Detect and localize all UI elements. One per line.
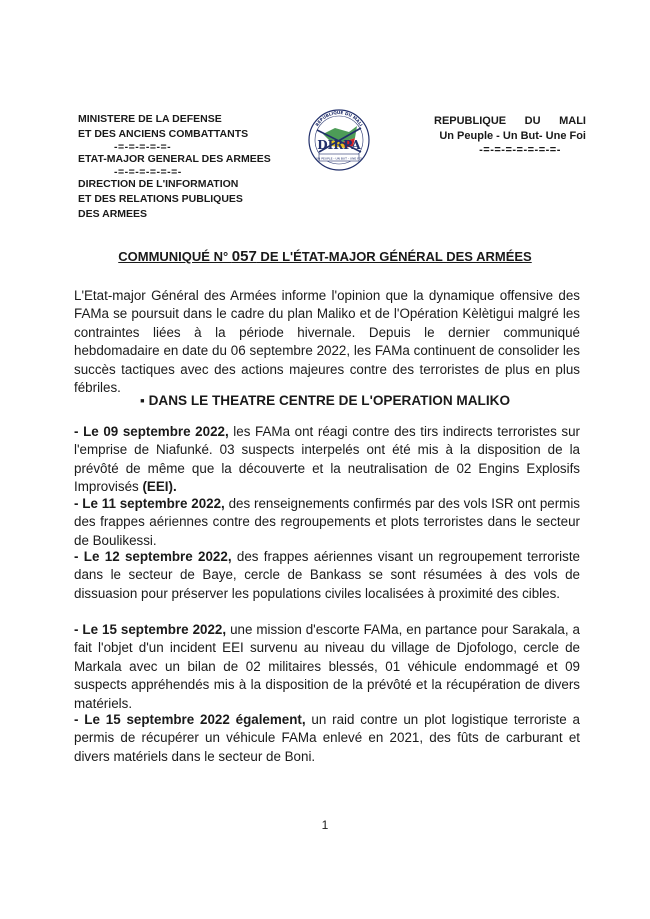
event-paragraph (74, 711, 580, 766)
dirpa-logo (305, 108, 373, 174)
logo-band-text: UN PEUPLE - UN BUT - UNE FOI (315, 156, 363, 161)
event-text: des frappes aériennes visant un regroupement terroriste dans le secteur de Baye, cercle de Bankass se sont résumées à des vols de dissuasion pour préserver les populations civiles localisées à proximité des cibles. (74, 549, 580, 601)
event-paragraph (74, 621, 580, 713)
event-date: - Le 09 septembre 2022, (74, 424, 229, 439)
event-paragraph (74, 548, 580, 603)
event-paragraph (74, 495, 580, 550)
ministry-line-5: ET DES RELATIONS PUBLIQUES (78, 193, 243, 205)
event-text: un raid contre un plot logistique terroriste a permis de récupérer un véhicule FAMa enlevé en 2021, des fûts de carburant et divers matériels dans le secteur de Boni. (74, 712, 580, 764)
event-tail: . (172, 479, 177, 495)
event-paragraph (74, 423, 580, 497)
republic-word: REPUBLIQUE (434, 115, 507, 127)
header-separator: -=-=-=-=-=-=-=- (479, 144, 561, 156)
event-date: - Le 12 septembre 2022, (74, 549, 232, 564)
communique-title (0, 248, 650, 265)
event-date: - Le 15 septembre 2022 également, (74, 712, 306, 727)
communique-number: 057 (231, 248, 257, 265)
title-suffix: DE L'ÉTAT-MAJOR GÉNÉRAL DES ARMÉES (256, 249, 532, 264)
event-date: - Le 11 septembre 2022, (74, 496, 225, 511)
ministry-line-3: ETAT-MAJOR GENERAL DES ARMEES (78, 153, 271, 165)
event-date: - Le 15 septembre 2022, (74, 622, 227, 637)
section-heading: ▪ DANS LE THEATRE CENTRE DE L'OPERATION MALIKO (139, 393, 511, 408)
page-number: 1 (321, 818, 329, 832)
ministry-header (78, 112, 293, 222)
intro-paragraph: L'Etat-major Général des Armées informe l'opinion que la dynamique offensive des FAMa se poursuit dans le cadre du plan Maliko et de l'Opération Kèlètigui malgré les contraintes liées à la période hivernale. Depuis le dernier communiqué hebdomadaire en date du 06 septembre 2022, les FAMa continuent de consolider les succès tactiques avec des actions majeures contre des terroristes de plus en plus fébriles. (74, 288, 580, 396)
republic-header (434, 114, 586, 156)
title-prefix: COMMUNIQUÉ N° (118, 249, 232, 264)
ministry-line-1: MINISTERE DE LA DEFENSE (78, 113, 222, 125)
republic-word: DU (524, 115, 541, 127)
ministry-line-2: ET DES ANCIENS COMBATTANTS (78, 128, 249, 140)
header-separator: -=-=-=-=-=-=- (114, 166, 182, 178)
national-motto: Un Peuple - Un But- Une Foi (439, 130, 586, 142)
event-text: les FAMa ont réagi contre des tirs indirects terroristes sur l'emprise de Niafunké. 03 suspects interpelés ont été mis à la disposition de la prévôté de même que la découverte et la neutralisation de 02 Engins Explosifs Improvisés (74, 424, 580, 495)
event-text: des renseignements confirmés par des vols ISR ont permis des frappes aériennes contre des regroupements et plots terroristes dans le secteur de Boulikessi. (74, 496, 580, 548)
logo-text: DIRPA (317, 138, 361, 152)
header-separator: -=-=-=-=-=- (114, 141, 172, 153)
republic-name (434, 114, 586, 129)
republic-word: MALI (559, 115, 586, 127)
svg-text:REPUBLIQUE DU MALI (314, 110, 363, 128)
event-text: une mission d'escorte FAMa, en partance pour Sarakala, a fait l'objet d'un incident EEI survenu au niveau du village de Djofologo, cercle de Markala avec un bilan de 02 militaires blessés, 01 véhicule endommagé et 09 suspects appréhendés mis à la disposition de la prévôté et la récupération de divers matériels. (74, 622, 580, 711)
event-abbrev: (EEI) (142, 479, 173, 495)
ministry-line-4: DIRECTION DE L'INFORMATION (78, 178, 239, 190)
ministry-line-6: DES ARMEES (78, 208, 148, 220)
logo-arc-text: REPUBLIQUE DU MALI (314, 109, 364, 128)
